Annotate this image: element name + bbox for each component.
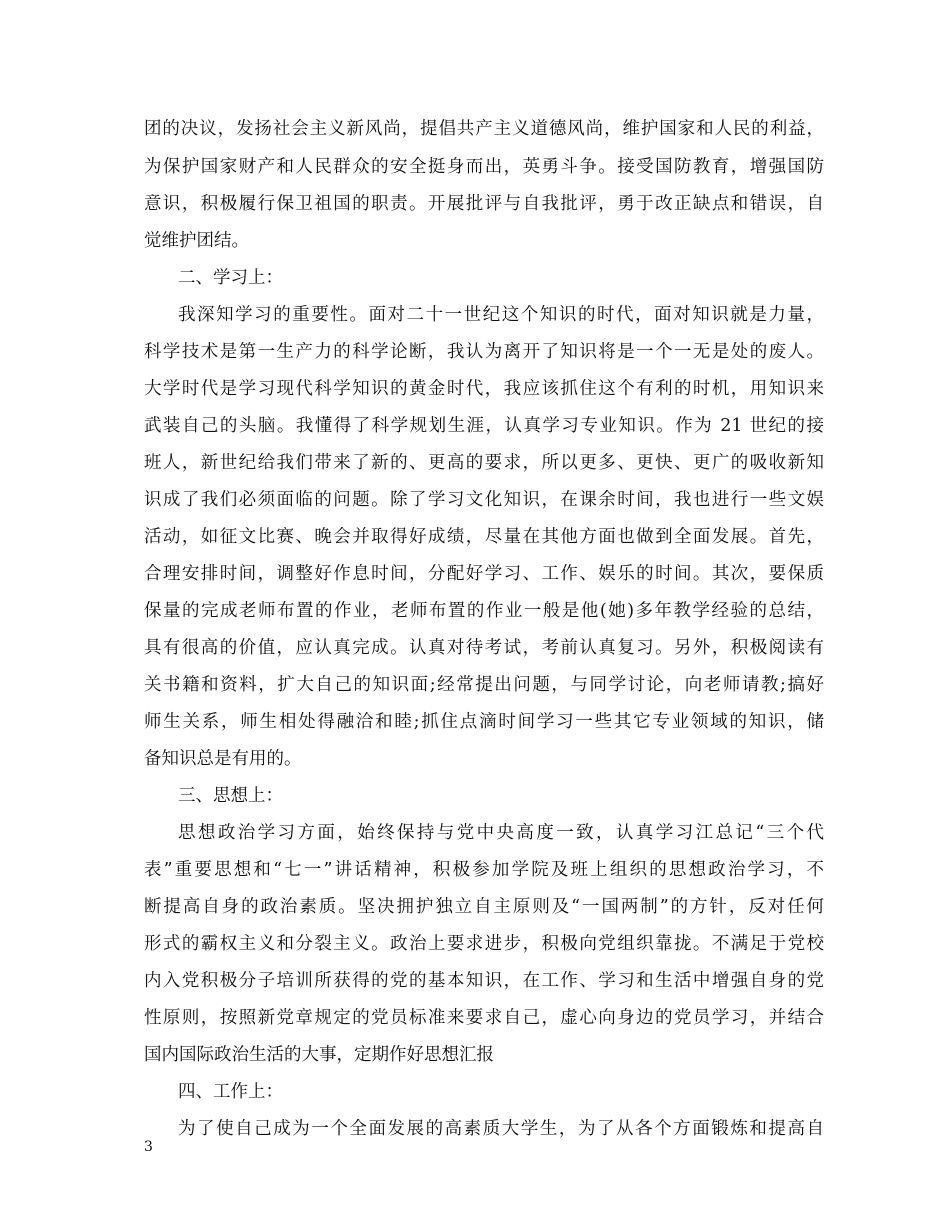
body-text-line: 国内国际政治生活的大事，定期作好思想汇报: [144, 1045, 494, 1065]
body-text-line: 备知识总是有用的。: [144, 749, 302, 769]
body-text-line: 具有很高的价值，应认真完成。认真对待考试，考前认真复习。另外，积极阅读有: [144, 638, 824, 658]
page-number: 3: [144, 1139, 153, 1155]
section-heading-study: 二、学习上：: [178, 268, 283, 288]
body-text-line: 识成了我们必须面临的问题。除了学习文化知识，在课余时间，我也进行一些文娱: [144, 490, 824, 510]
body-text-line: 表”重要思想和“七一”讲话精神，积极参加学院及班上组织的思想政治学习，不: [144, 860, 824, 880]
section-heading-thought: 三、思想上：: [178, 786, 283, 806]
body-text-line: 合理安排时间，调整好作息时间，分配好学习、工作、娱乐的时间。其次，要保质: [144, 564, 824, 584]
body-text-line: 师生关系，师生相处得融洽和睦;抓住点滴时间学习一些其它专业领域的知识，储: [144, 712, 824, 732]
body-text-line: 武装自己的头脑。我懂得了科学规划生涯，认真学习专业知识。作为 21 世纪的接: [144, 416, 824, 436]
body-text-line: 关书籍和资料，扩大自己的知识面;经常提出问题，与同学讨论，向老师请教;搞好: [144, 675, 824, 695]
body-text-line: 形式的霸权主义和分裂主义。政治上要求进步，积极向党组织靠拢。不满足于党校: [144, 934, 824, 954]
section-heading-work: 四、工作上：: [178, 1082, 283, 1102]
body-text-line: 思想政治学习方面，始终保持与党中央高度一致，认真学习江总记“三个代: [178, 823, 824, 843]
body-text-line: 断提高自身的政治素质。坚决拥护独立自主原则及“一国两制”的方针，反对任何: [144, 897, 824, 917]
body-text-line: 为了使自己成为一个全面发展的高素质大学生，为了从各个方面锻炼和提高自: [178, 1119, 824, 1139]
body-text-line: 我深知学习的重要性。面对二十一世纪这个知识的时代，面对知识就是力量，: [178, 305, 824, 325]
body-text-line: 内入党积极分子培训所获得的党的基本知识，在工作、学习和生活中增强自身的党: [144, 971, 824, 991]
body-text-line: 科学技术是第一生产力的科学论断，我认为离开了知识将是一个一无是处的废人。: [144, 342, 824, 362]
body-text-line: 保量的完成老师布置的作业，老师布置的作业一般是他(她)多年教学经验的总结，: [144, 601, 824, 621]
body-text-line: 团的决议，发扬社会主义新风尚，提倡共产主义道德风尚，维护国家和人民的利益，: [144, 119, 824, 139]
body-text-line: 意识，积极履行保卫祖国的职责。开展批评与自我批评，勇于改正缺点和错误，自: [144, 194, 824, 214]
body-text-line: 大学时代是学习现代科学知识的黄金时代，我应该抓住这个有利的时机，用知识来: [144, 379, 824, 399]
body-text-line: 觉维护团结。: [144, 231, 249, 251]
body-text-line: 性原则，按照新党章规定的党员标准来要求自己，虚心向身边的党员学习，并结合: [144, 1008, 824, 1028]
body-text-line: 为保护国家财产和人民群众的安全挺身而出，英勇斗争。接受国防教育，增强国防: [144, 157, 824, 177]
body-text-line: 班人，新世纪给我们带来了新的、更高的要求，所以更多、更快、更广的吸收新知: [144, 453, 824, 473]
body-text-line: 活动，如征文比赛、晚会并取得好成绩，尽量在其他方面也做到全面发展。首先，: [144, 527, 824, 547]
